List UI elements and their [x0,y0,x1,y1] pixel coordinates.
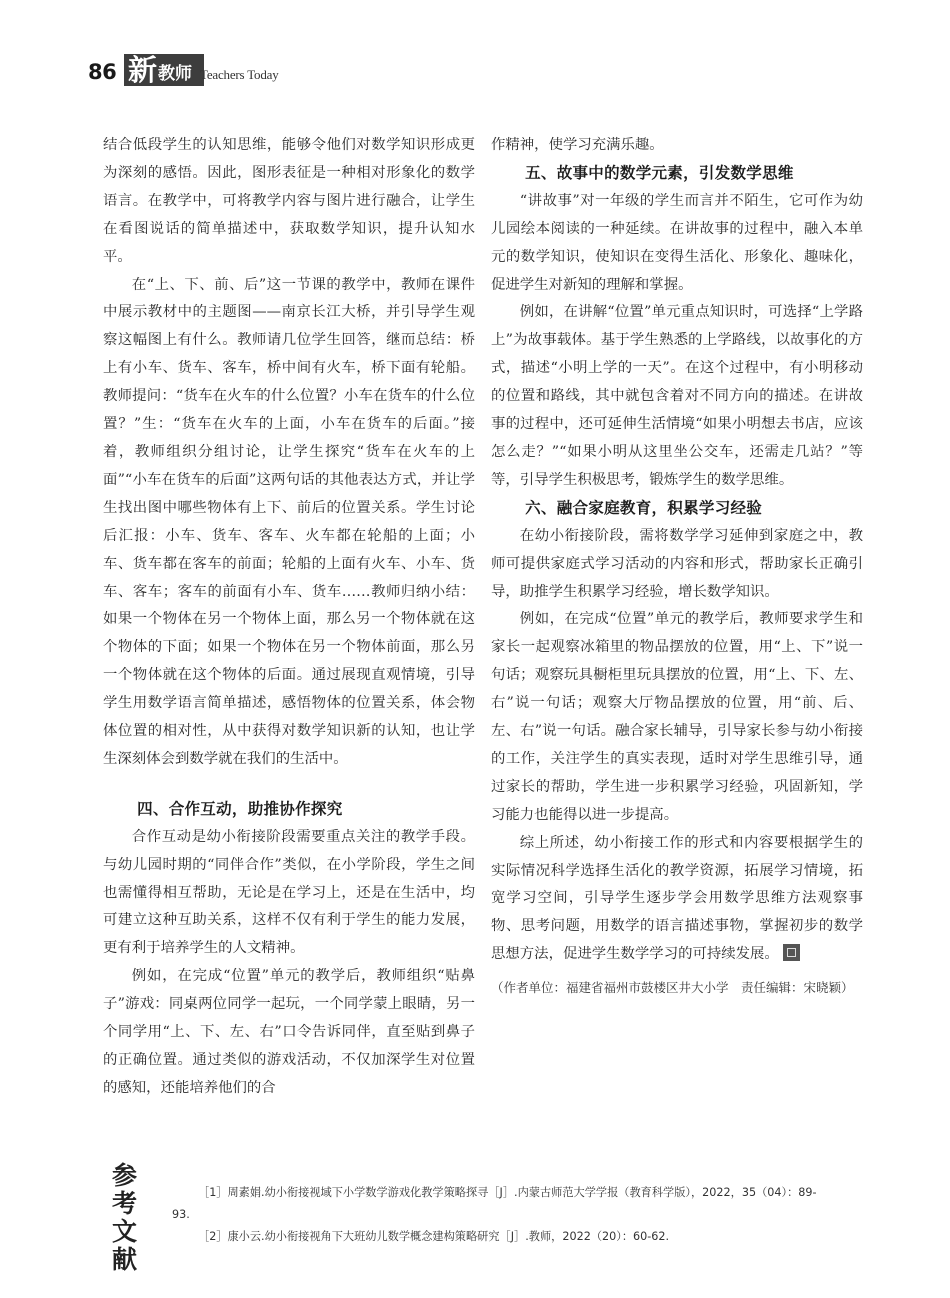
right-paragraph-2: 例如，在讲解“位置”单元重点知识时，可选择“上学路上”为故事载体。基于学生熟悉的上学路线，以故事化的方式，描述“小明上学的一天”。在这个过程中，有小明移动的位置和路线，其中就包含着对不同方向的描述。在讲故事的过程中，还可延伸生活情境“如果小明想去书店，应该怎么走？”“如果小明从这里坐公交车，还需走几站？”等等，引导学生积极思考，锻炼学生的数学思维。 [491,304,863,488]
references-label: 参考文献 [112,1161,138,1274]
left-paragraph-1: 结合低段学生的认知思维，能够令他们对数学知识形成更为深刻的感悟。因此，图形表征是一种相对形象化的数学语言。在教学中，可将教学内容与图片进行融合，让学生在看图说话的简单描述中，获取数学知识，提升认知水平。 [103,137,475,265]
section-heading-6: 六、融合家庭教育，积累学习经验 [525,498,763,517]
logo-chars-small: 教师 [158,64,193,84]
left-paragraph-3: 合作互动是幼小衔接阶段需要重点关注的教学手段。与幼儿园时期的“同伴合作”类似，在小学阶段，学生之间也需懂得相互帮助，无论是在学习上，还是在生活中，均可建立这种互助关系，这样不仅有利于学生的能力发展，更有利于培养学生的人文精神。 [103,828,475,957]
article-end-icon [783,944,800,961]
section-heading-4: 四、合作互动，助推协作探究 [137,799,343,818]
reference-item: ［2］康小云.幼小衔接视角下大班幼儿数学概念建构策略研究［J］.教师，2022（20）：60-62. [198,1230,670,1243]
reference-item: ［1］周素娟.幼小衔接视域下小学数学游戏化教学策略探寻［J］.内蒙古师范大学学报（教育科学版），2022，35（04）：89-93. [172,1186,817,1221]
left-paragraph-4: 例如，在完成“位置”单元的教学后，教师组织“贴鼻子”游戏：同桌两位同学一起玩，一个同学蒙上眼睛，另一个同学用“上、下、左、右”口令告诉同伴，直至贴到鼻子的正确位置。通过类似的游戏活动，不仅加深学生对位置的感知，还能培养他们的合 [103,968,475,1096]
references-list [172,1182,832,1248]
right-paragraph-5 [491,830,863,970]
left-paragraph-2: 在“上、下、前、后”这一节课的教学中，教师在课件中展示教材中的主题图——南京长江大桥，并引导学生观察这幅图上有什么。教师请几位学生回答，继而总结：桥上有小车、货车、客车，桥中间有火车，桥下面有轮船。教师提问：“货车在火车的什么位置？小车在货车的什么位置？”生：“货车在火车的上面，小车在货车的后面。”接着，教师组织分组讨论，让学生探究“货车在火车的上面”“小车在货车的后面”这两句话的其他表达方式，并让学生找出图中哪些物体有上下、前后的位置关系。学生讨论后汇报：小车、货车、客车、火车都在轮船的上面；小车、货车都在客车的前面；轮船的上面有火车、小车、货车、客车；客车的前面有小车、货车……教师归纳小结：如果一个物体在另一个物体上面，那么另一个物体就在这个物体的下面；如果一个物体在另一个物体前面，那么另一个物体就在这个物体的后面。通过展现直观情境，引导学生用数学语言简单描述，感悟物体的位置关系，体会物体位置的相对性，从中获得对数学知识新的认知，也让学生深刻体会到数学就在我们的生活中。 [103,276,475,767]
journal-english-name: Teachers Today [200,67,279,82]
left-column [103,132,475,1103]
conclusion-text: 综上所述，幼小衔接工作的形式和内容要根据学生的实际情况科学选择生活化的教学资源，拓展学习情境，拓宽学习空间，引导学生逐步学会用数学思维方法观察事物、思考问题，用数学的语言描述事物，掌握初步的数学思想方法，促进学生数学学习的可持续发展。 [491,834,863,963]
page-header [88,54,848,88]
right-paragraph-0: 作精神，使学习充满乐趣。 [491,137,664,153]
logo-char-big: 新 [128,53,158,87]
right-paragraph-1: “讲故事”对一年级的学生而言并不陌生，它可作为幼儿园绘本阅读的一种延续。在讲故事的过程中，融入本单元的数学知识，使知识在变得生活化、形象化、趣味化，促进学生对新知的理解和掌握。 [491,192,863,293]
section-heading-5: 五、故事中的数学元素，引发数学思维 [525,163,794,182]
right-paragraph-4: 例如，在完成“位置”单元的教学后，教师要求学生和家长一起观察冰箱里的物品摆放的位置，用“上、下”说一句话；观察玩具橱柜里玩具摆放的位置，用“上、下、左、右”说一句话；观察大厅物品摆放的位置，用“前、后、左、右”说一句话。融合家长辅导，引导家长参与幼小衔接的工作，关注学生的真实表现，适时对学生思维引导，通过家长的帮助，学生进一步积累学习经验，巩固新知，学习能力也能得以进一步提高。 [491,611,863,823]
right-paragraph-3: 在幼小衔接阶段，需将数学学习延伸到家庭之中，教师可提供家庭式学习活动的内容和形式，帮助家长正确引导，助推学生积累学习经验，增长数学知识。 [491,527,863,600]
right-column [491,132,863,1000]
journal-logo [124,54,204,86]
page-number: 86 [88,60,117,84]
author-note: （作者单位：福建省福州市鼓楼区井大小学 责任编辑：宋晓颖） [491,980,854,996]
